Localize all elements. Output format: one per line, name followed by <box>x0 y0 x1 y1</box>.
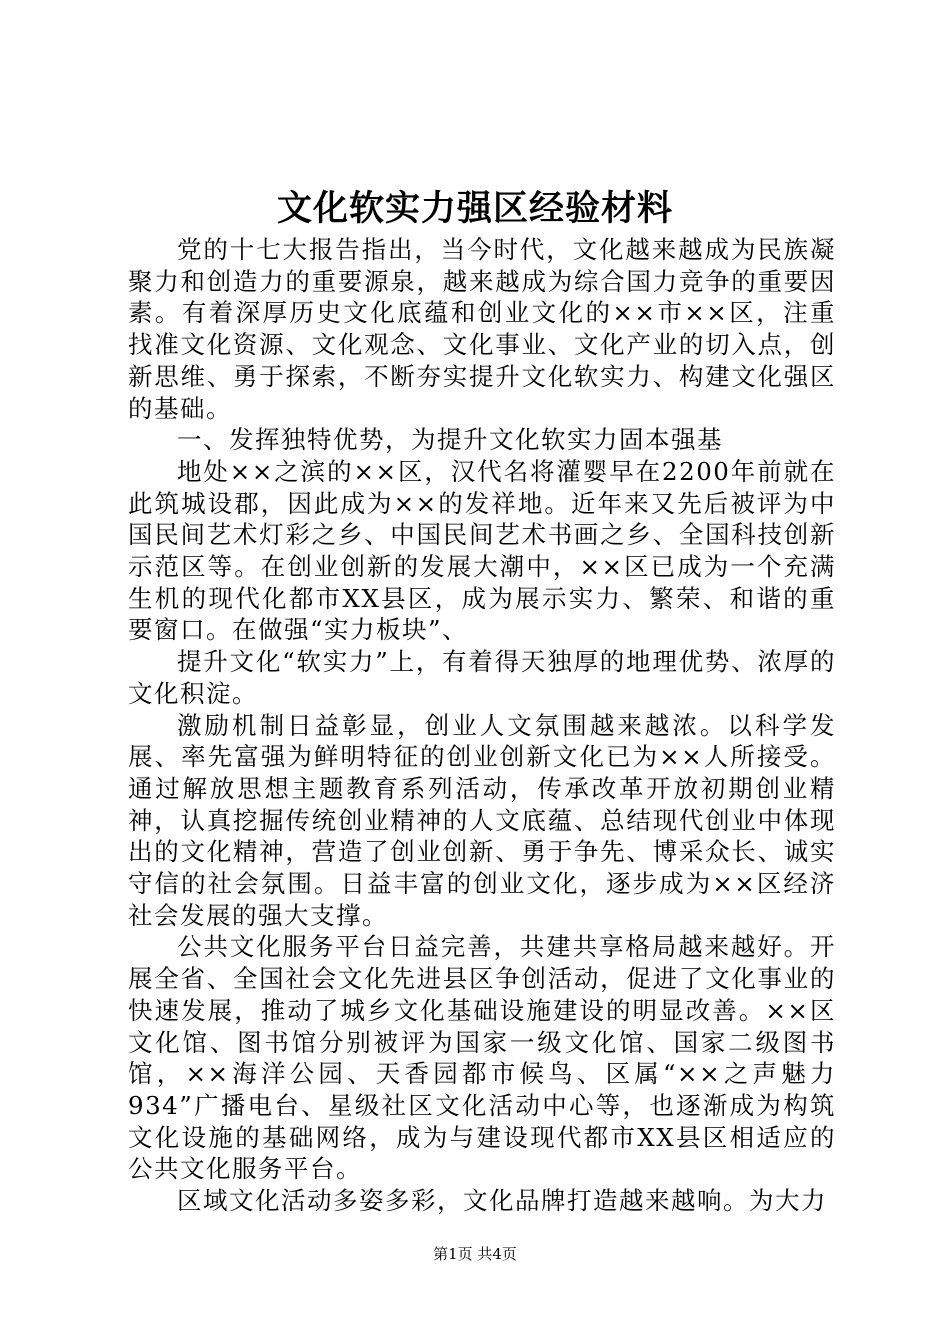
page-footer: 第1页 共4页 <box>433 1245 517 1263</box>
section-heading: 一、发挥独特优势，为提升文化软实力固本强基 <box>177 425 723 455</box>
paragraph-intro: 党的十七大报告指出，当今时代，文化越来越成为民族凝聚力和创造力的重要源泉，越来越成为综合国力竞争的重要因素。有着深厚历史文化底蕴和创业文化的××市××区，注重找准文化资源、文化观念、文化事业、文化产业的切入点，创新思维、勇于探索，不断夯实提升文化软实力、构建文化强区的基础。 <box>128 235 836 423</box>
paragraph-regional-activities: 区域文化活动多姿多彩，文化品牌打造越来越响。为大力 <box>177 1186 827 1216</box>
paragraph-public-service: 公共文化服务平台日益完善，共建共享格局越来越好。开展全省、全国社会文化先进县区争创活动，促进了文化事业的快速发展，推动了城乡文化基础设施建设的明显改善。××区文化馆、图书馆分别被评为国家一级文化馆、国家二级图书馆，××海洋公园、天香园都市候鸟、区属“××之声魅力934”广播电台、星级社区文化活动中心等，也逐渐成为构筑文化设施的基础网络，成为与建设现代都市XX县区相适应的公共文化服务平台。 <box>128 932 836 1184</box>
document-title: 文化软实力强区经验材料 <box>276 188 673 229</box>
paragraph-location: 地处××之滨的××区，汉代名将灌婴早在2200年前就在此筑城设郡，因此成为××的发祥地。近年来又先后被评为中国民间艺术灯彩之乡、中国民间艺术书画之乡、全国科技创新示范区等。在创业创新的发展大潮中，××区已成为一个充满生机的现代化都市XX县区，成为展示实力、繁荣、和谐的重要窗口。在做强“实力板块”、 <box>128 456 836 645</box>
paragraph-incentive: 激励机制日益彰显，创业人文氛围越来越浓。以科学发展、率先富强为鲜明特征的创业创新文化已为××人所接受。通过解放思想主题教育系列活动，传承改革开放初期创业精神，认真挖掘传统创业精神的人文底蕴、总结现代创业中体现出的文化精神，营造了创业创新、勇于争先、博采众长、诚实守信的社会氛围。日益丰富的创业文化，逐步成为××区经济社会发展的强大支撑。 <box>128 710 836 930</box>
document-body <box>128 234 836 1217</box>
paragraph-soft-power: 提升文化“软实力”上，有着得天独厚的地理优势、浓厚的文化积淀。 <box>128 647 836 708</box>
